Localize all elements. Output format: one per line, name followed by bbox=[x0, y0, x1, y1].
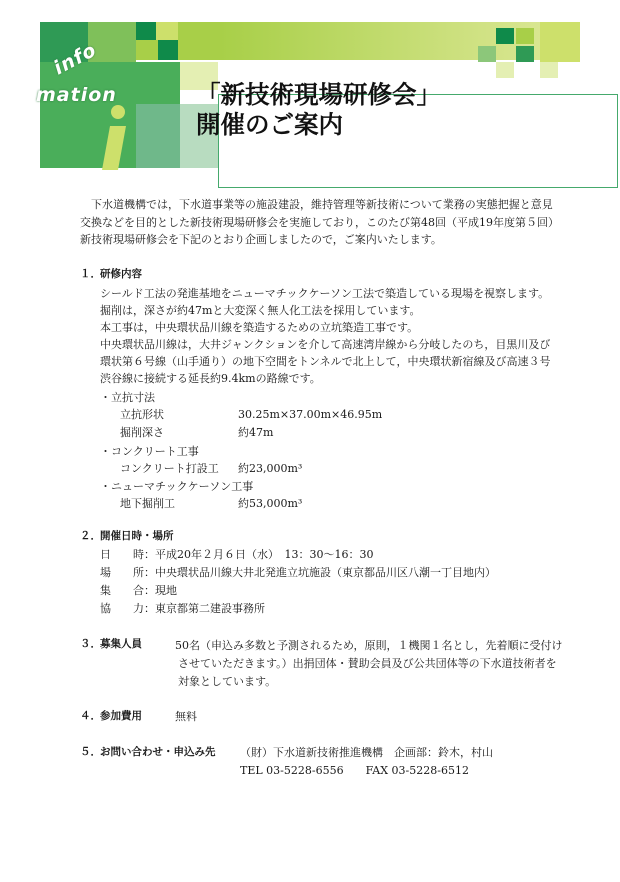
section-5-number: ５． bbox=[80, 746, 101, 758]
s1-line: 渋谷線に接続する延長約9.4kmの路線です。 bbox=[100, 372, 321, 385]
spec-value: 約53,000m³ bbox=[238, 497, 303, 510]
tile-dark-4 bbox=[158, 40, 178, 60]
s1-line: 環状第６号線（山手通り）の地下空間をトンネルで北上して，中央環状新宿線及び高速３号 bbox=[100, 355, 551, 368]
s1-line: 本工事は，中央環状品川線を築造するための立坑築造工事です。 bbox=[100, 321, 419, 334]
section-1-number: １． bbox=[80, 268, 101, 280]
section-4-value: 無料 bbox=[175, 710, 197, 723]
tile-right-pale bbox=[540, 22, 580, 62]
intro-line: 交換などを目的とした新技術現場研修会を実施しており，このたび第48回（平成19年度第５回） bbox=[80, 215, 559, 229]
tile-right-pale-3 bbox=[540, 62, 558, 78]
tile-right-dark bbox=[496, 28, 514, 44]
section-3-heading bbox=[80, 636, 142, 652]
tile-right-pale-2 bbox=[496, 62, 514, 78]
page-title bbox=[196, 80, 441, 140]
s2-value: ：東京都第二建設事務所 bbox=[144, 602, 265, 615]
s2-value: ：平成20年２月６日（水） 13：30～16：30 bbox=[144, 548, 374, 561]
spec-value: 30.25m×37.00m×46.95m bbox=[238, 408, 383, 421]
section-2-number: ２． bbox=[80, 530, 101, 542]
section-5-title: お問い合わせ・申込み先 bbox=[100, 746, 216, 758]
s2-label: 協 力 bbox=[100, 602, 144, 615]
intro-line: 新技術現場研修会を下記のとおり企画しましたので，ご案内いたします。 bbox=[80, 233, 442, 247]
logo-word-mation: mation bbox=[36, 84, 117, 106]
section-1-title: 研修内容 bbox=[100, 268, 142, 280]
tile-right-dark-2 bbox=[516, 46, 534, 62]
s3-line: 対象としています。 bbox=[178, 675, 277, 688]
s2-label: 日 時 bbox=[100, 548, 144, 561]
section-3-number: ３． bbox=[80, 638, 101, 650]
s2-label: 場 所 bbox=[100, 566, 144, 579]
section-4-title: 参加費用 bbox=[100, 710, 142, 722]
tile-right-lime bbox=[516, 28, 534, 44]
section-3-title: 募集人員 bbox=[100, 638, 142, 650]
section-5-heading bbox=[80, 744, 216, 760]
info-i-icon bbox=[100, 104, 128, 174]
spec-value: 約47m bbox=[238, 426, 274, 439]
spec-label: コンクリート打設工 bbox=[120, 462, 219, 475]
contact-line: （財）下水道新技術推進機構 企画部：鈴木，村山 bbox=[240, 746, 493, 759]
intro-paragraph bbox=[80, 196, 559, 249]
s1-line: 中央環状品川線は，大井ジャンクションを介して高速湾岸線から分岐したのち，目黒川及び bbox=[100, 338, 551, 351]
tile-dark-2 bbox=[136, 22, 156, 40]
s1-line: シールド工法の発進基地をニューマチックケーソン工法で築造している現場を視察します。 bbox=[100, 287, 550, 300]
title-line-2: 開催のご案内 bbox=[196, 110, 343, 139]
spec-label: 地下掘削工 bbox=[120, 497, 175, 510]
section-2-heading bbox=[80, 528, 174, 544]
s2-label: 集 合 bbox=[100, 584, 144, 597]
spec-group-heading: ・立抗寸法 bbox=[100, 391, 155, 404]
logo-word-info: info bbox=[50, 38, 101, 80]
s1-line: 掘削は，深さが約47mと大変深く無人化工法を採用しています。 bbox=[100, 304, 421, 317]
section-4-number: ４． bbox=[80, 710, 101, 722]
s3-line: させていただきます。）出捐団体・賛助会員及び公共団体等の下水道技術者を bbox=[178, 657, 557, 670]
s2-value: ：中央環状品川線大井北発進立坑施設（東京都品川区八潮一丁目地内） bbox=[144, 566, 496, 579]
tile-right-mid bbox=[478, 46, 496, 62]
spec-label: 立抗形状 bbox=[120, 408, 164, 421]
contact-phone-fax: TEL 03-5228-6556 FAX 03-5228-6512 bbox=[240, 764, 469, 777]
spec-label: 掘削深さ bbox=[120, 426, 164, 439]
spec-value: 約23,000m³ bbox=[238, 462, 303, 475]
section-4-heading bbox=[80, 708, 142, 724]
section-1-heading bbox=[80, 266, 142, 282]
tile-mid-2 bbox=[136, 104, 180, 168]
tile-dark-3 bbox=[136, 40, 156, 60]
section-2-title: 開催日時・場所 bbox=[100, 530, 174, 542]
s3-line: 50名（申込み多数と予測されるため，原則，１機関１名とし，先着順に受付け bbox=[175, 639, 563, 652]
spec-group-heading: ・ニューマチックケーソン工事 bbox=[100, 480, 254, 493]
tile-lime-1 bbox=[156, 22, 178, 40]
title-line-1: 「新技術現場研修会」 bbox=[196, 80, 441, 109]
intro-line: 下水道機構では，下水道事業等の施設建設，維持管理等新技術について業務の実態把握と意見 bbox=[91, 198, 553, 211]
s2-value: ：現地 bbox=[144, 584, 177, 597]
spec-group-heading: ・コンクリート工事 bbox=[100, 445, 199, 458]
